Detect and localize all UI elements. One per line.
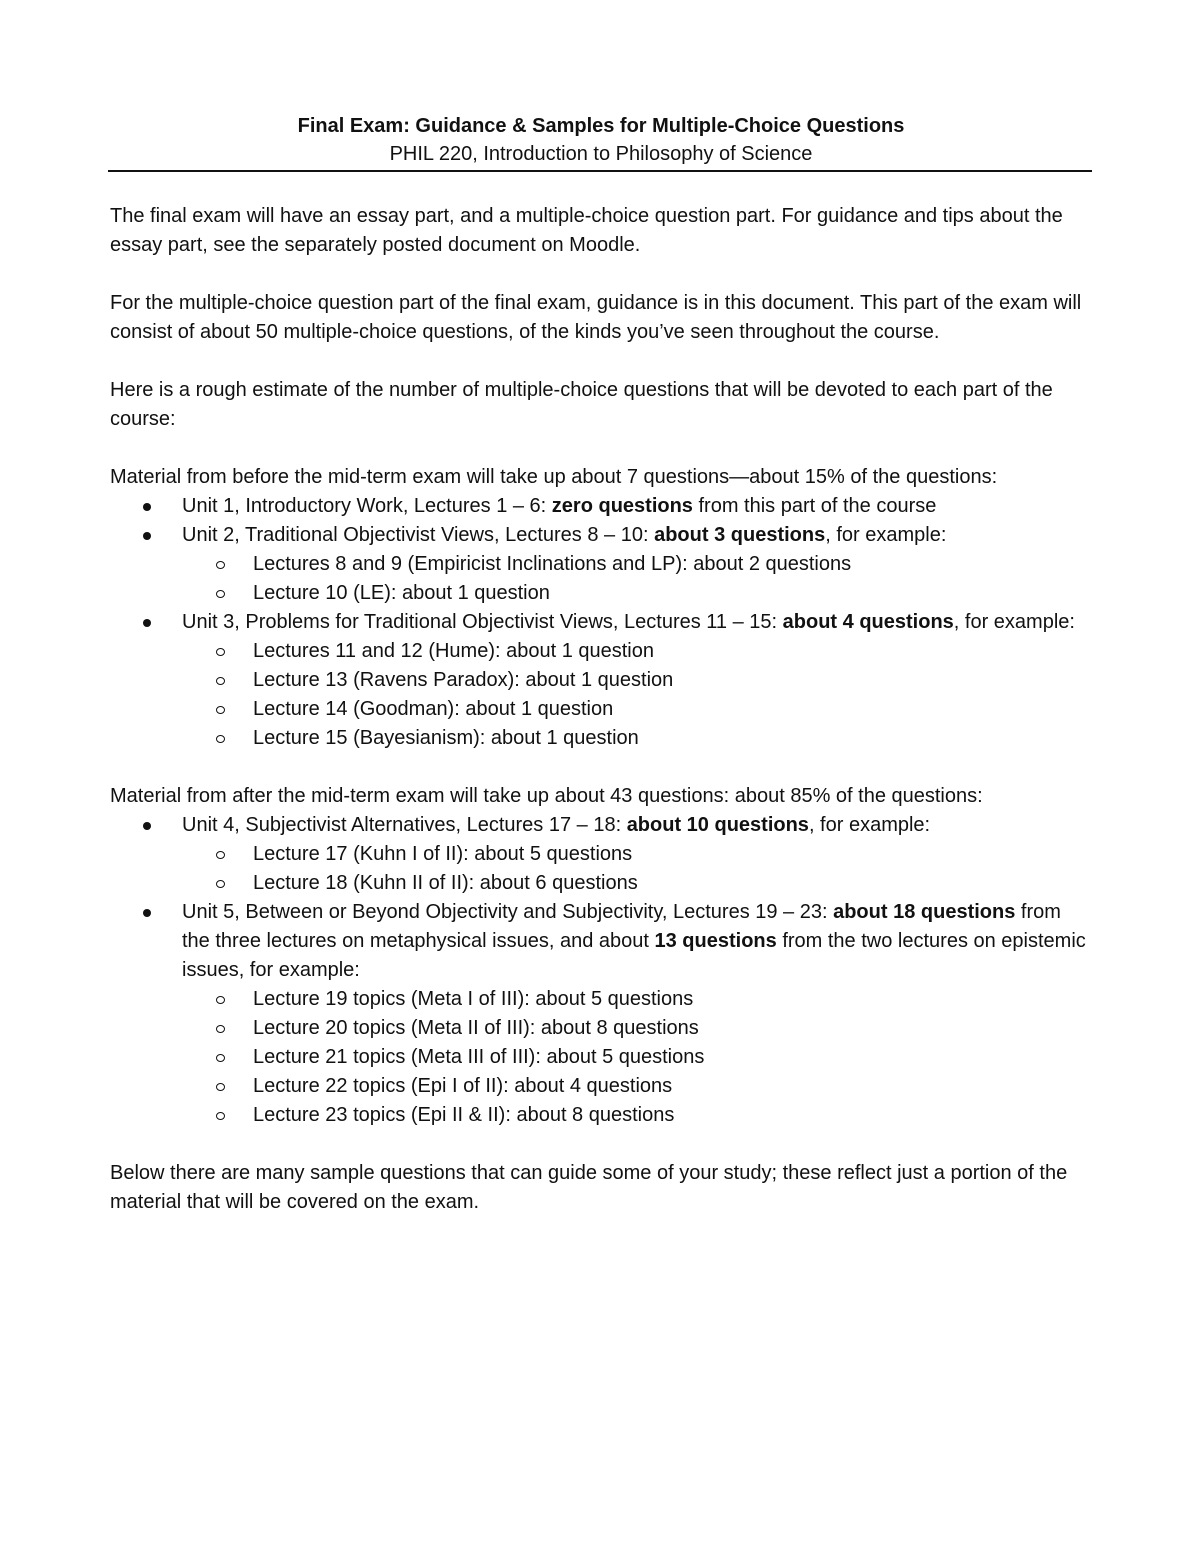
intro-paragraph-1: The final exam will have an essay part, and a multiple-choice question part. For guidance and tips about the essay part, see the separately posted document on Moodle. — [110, 205, 1063, 256]
unit-5-metaphysics-count: about 18 questions — [833, 901, 1016, 923]
list-item: Lecture 21 topics (Meta III of III): about 5 questions — [182, 1043, 1092, 1072]
paragraph-spacer — [110, 1130, 1092, 1159]
circle-bullet-icon — [216, 1083, 225, 1091]
list-item: Lecture 15 (Bayesianism): about 1 question — [182, 724, 1092, 753]
circle-bullet-icon — [216, 648, 225, 656]
circle-bullet-icon — [216, 996, 225, 1004]
list-item: Lecture 14 (Goodman): about 1 question — [182, 695, 1092, 724]
bullet-icon — [143, 909, 151, 917]
list-item: Lectures 11 and 12 (Hume): about 1 question — [182, 637, 1092, 666]
bullet-icon — [143, 532, 151, 540]
circle-bullet-icon — [216, 851, 225, 859]
circle-bullet-icon — [216, 561, 225, 569]
unit-3-item: Unit 3, Problems for Traditional Objectivist Views, Lectures 11 – 15: about 4 questions, for example: Lectures 11 and 12 (Hume): about 1 question Lecture 13 (Ravens Paradox): about 1 question Lecture 14 (Goodman): about 1 question Lecture 15 (Bayesianism): about 1 question — [110, 608, 1092, 753]
paragraph-spacer — [110, 347, 1092, 376]
unit-3-count: about 4 questions — [782, 611, 954, 633]
unit-2-count: about 3 questions — [654, 524, 826, 546]
circle-bullet-icon — [216, 590, 225, 598]
unit-1-count: zero questions — [551, 495, 693, 517]
bullet-icon — [143, 503, 151, 511]
unit-4-item: Unit 4, Subjectivist Alternatives, Lectures 17 – 18: about 10 questions, for example: Lecture 17 (Kuhn I of II): about 5 questions Lecture 18 (Kuhn II of II): about 6 questions — [110, 811, 1092, 898]
circle-bullet-icon — [216, 735, 225, 743]
before-midterm-heading: Material from before the mid-term exam will take up about 7 questions—about 15% of the questions: — [110, 466, 998, 488]
list-item: Lecture 17 (Kuhn I of II): about 5 questions — [182, 840, 1092, 869]
circle-bullet-icon — [216, 1054, 225, 1062]
unit-4-sublist — [182, 840, 1092, 898]
unit-5-item: Unit 5, Between or Beyond Objectivity and Subjectivity, Lectures 19 – 23: about 18 questions from the three lectures on metaphysical issues, and about 13 questions from the two lectures on epistemic issues, for example: Lecture 19 topics (Meta I of III): about 5 questions Lecture 20 topics (Meta II of III): about 8 questions Lecture 21 topics (Meta III of III): about 5 questions Lecture 22 topics (Epi I of II): about 4 questions Lecture 23 topics (Epi II & II): about 8 questions — [110, 898, 1092, 1130]
list-item: Lectures 8 and 9 (Empiricist Inclinations and LP): about 2 questions — [182, 550, 1092, 579]
closing-paragraph: Below there are many sample questions that can guide some of your study; these reflect just a portion of the material that will be covered on the exam. — [110, 1162, 1068, 1213]
circle-bullet-icon — [216, 1025, 225, 1033]
unit-4-count: about 10 questions — [626, 814, 809, 836]
unit-2-sublist — [182, 550, 1092, 608]
paragraph-spacer — [110, 753, 1092, 782]
circle-bullet-icon — [216, 1112, 225, 1120]
circle-bullet-icon — [216, 880, 225, 888]
after-midterm-heading: Material from after the mid-term exam will take up about 43 questions: about 85% of the questions: — [110, 785, 983, 807]
paragraph-spacer — [110, 434, 1092, 463]
list-item: Lecture 22 topics (Epi I of II): about 4 questions — [182, 1072, 1092, 1101]
before-midterm-list — [110, 492, 1092, 753]
header-divider — [108, 170, 1092, 172]
document-page — [110, 112, 1092, 1217]
page-subtitle: PHIL 220, Introduction to Philosophy of Science — [389, 143, 813, 165]
document-header — [110, 112, 1092, 168]
intro-paragraph-3: Here is a rough estimate of the number of multiple-choice questions that will be devoted to each part of the course: — [110, 379, 1053, 430]
list-item: Lecture 10 (LE): about 1 question — [182, 579, 1092, 608]
paragraph-spacer — [110, 260, 1092, 289]
list-item: Lecture 20 topics (Meta II of III): about 8 questions — [182, 1014, 1092, 1043]
list-item: Lecture 23 topics (Epi II & II): about 8 questions — [182, 1101, 1092, 1130]
list-item: Lecture 19 topics (Meta I of III): about 5 questions — [182, 985, 1092, 1014]
list-item: Lecture 13 (Ravens Paradox): about 1 question — [182, 666, 1092, 695]
bullet-icon — [143, 619, 151, 627]
bullet-icon — [143, 822, 151, 830]
unit-3-sublist — [182, 637, 1092, 753]
unit-2-item: Unit 2, Traditional Objectivist Views, Lectures 8 – 10: about 3 questions, for example: Lectures 8 and 9 (Empiricist Inclinations and LP): about 2 questions Lecture 10 (LE): about 1 question — [110, 521, 1092, 608]
unit-5-epistemic-count: 13 questions — [654, 930, 777, 952]
circle-bullet-icon — [216, 677, 225, 685]
circle-bullet-icon — [216, 706, 225, 714]
intro-paragraph-2: For the multiple-choice question part of the final exam, guidance is in this document. This part of the exam will consist of about 50 multiple-choice questions, of the kinds you’ve seen throughout the course. — [110, 292, 1082, 343]
unit-5-sublist — [182, 985, 1092, 1130]
unit-1-item: Unit 1, Introductory Work, Lectures 1 – 6: zero questions from this part of the course — [110, 492, 1092, 521]
document-body — [110, 202, 1092, 1217]
page-title: Final Exam: Guidance & Samples for Multiple-Choice Questions — [297, 115, 905, 137]
list-item: Lecture 18 (Kuhn II of II): about 6 questions — [182, 869, 1092, 898]
after-midterm-list — [110, 811, 1092, 1130]
